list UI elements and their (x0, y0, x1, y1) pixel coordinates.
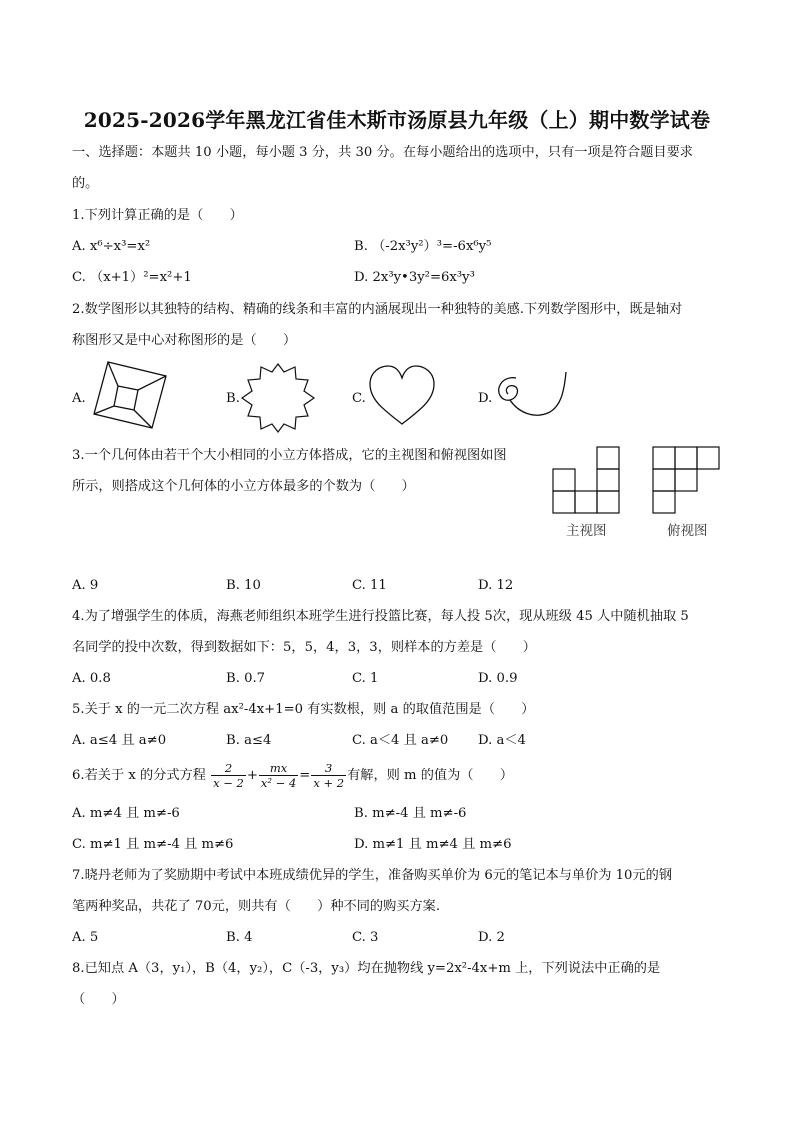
q6-fraction-2 (259, 761, 298, 790)
q4-stem-line1: 4.为了增强学生的体质，海燕老师组织本班学生进行投篮比赛，每人投 5次，现从班级 45 人中随机抽取 5 (72, 609, 689, 624)
q7-option-b: B. 4 (226, 930, 253, 945)
q8-stem-line1: 8.已知点 A（3，y₁），B（4，y₂），C（-3，y₃）均在抛物线 y=2x²-4x+m 上，下列说法中正确的是 (72, 961, 661, 976)
q7-option-a: A. 5 (72, 930, 99, 945)
q7-option-d: D. 2 (478, 930, 505, 945)
page-title: 2025-2026学年黑龙江省佳木斯市汤原县九年级（上）期中数学试卷 (83, 108, 711, 132)
q2-stem-line2: 称图形又是中心对称图形的是（ ） (72, 333, 297, 348)
heart-figure (366, 364, 438, 428)
pinwheel-square-figure (86, 360, 170, 430)
q6-option-d: D. m≠1 且 m≠4 且 m≠6 (354, 837, 512, 852)
q4-option-d: D. 0.9 (478, 671, 518, 686)
q1-option-b: B. （-2x³y²）³=-6x⁶y⁵ (354, 239, 492, 254)
q6-option-c: C. m≠1 且 m≠-4 且 m≠6 (72, 837, 234, 852)
q5-option-b: B. a≤4 (226, 733, 272, 748)
section-heading-line2: 的。 (72, 176, 99, 191)
q3-option-b: B. 10 (226, 578, 261, 593)
q6-f1-numerator: 2 (211, 761, 246, 776)
q2-option-d: D. (478, 391, 493, 406)
q7-stem-line1: 7.晓丹老师为了奖励期中考试中本班成绩优异的学生，准备购买单价为 6元的笔记本与单价为 10元的钢 (72, 868, 673, 883)
front-view-grid (552, 446, 622, 516)
q4-stem-line2: 名同学的投中次数，得到数据如下：5，5，4，3，3，则样本的方差是（ ） (72, 640, 536, 655)
q1-option-a: A. x⁶÷x³=x² (72, 239, 151, 254)
q2-stem-line1: 2.数学图形以其独特的结构、精确的线条和丰富的内涵展现出一种独特的美感.下列数学图形中，既是轴对 (72, 302, 683, 317)
q6-f2-denominator: x² − 4 (260, 776, 297, 790)
q7-option-c: C. 3 (352, 930, 379, 945)
q4-option-c: C. 1 (352, 671, 379, 686)
q2-option-a: A. (72, 391, 86, 406)
q5-stem: 5.关于 x 的一元二次方程 ax²-4x+1=0 有实数根，则 a 的取值范围是（ ） (72, 702, 535, 717)
q3-option-a: A. 9 (72, 578, 99, 593)
q4-option-a: A. 0.8 (72, 671, 111, 686)
q5-option-c: C. a＜4 且 a≠0 (352, 733, 449, 748)
q5-option-a: A. a≤4 且 a≠0 (72, 733, 167, 748)
q7-stem-line2: 笔两种奖品，共花了 70元，则共有（ ）种不同的购买方案. (72, 899, 441, 914)
q3-stem-line2: 所示，则搭成这个几何体的小立方体最多的个数为（ ） (72, 479, 415, 494)
q2-option-c: C. (352, 391, 366, 406)
q3-option-c: C. 11 (352, 578, 387, 593)
q1-option-d: D. 2x³y•3y²=6x³y³ (354, 270, 475, 285)
section-heading-line1: 一、选择题：本题共 10 小题，每小题 3 分，共 30 分。在每小题给出的选项中，只有一项是符合题目要求 (72, 145, 693, 160)
q6-suffix: 有解，则 m 的值为（ ） (347, 768, 514, 783)
top-view-caption: 俯视图 (667, 523, 708, 539)
q3-option-d: D. 12 (478, 578, 514, 593)
q8-stem-line2: （ ） (72, 992, 125, 1007)
q2-option-b: B. (226, 391, 240, 406)
q6-stem: 6.若关于 x 的分式方程 $\frac{2}{x - 2}$ + $\frac{mx}{\text{x² − 4}}$ = $\frac{3}{x + 2}$ 有解，则 m 的值为（ ） (72, 761, 514, 790)
q6-f3-numerator: 3 (311, 761, 346, 776)
spiral-figure (494, 368, 570, 422)
gear-star-figure (238, 360, 318, 436)
q5-option-d: D. a＜4 (478, 733, 526, 748)
q6-prefix: 6.若关于 x 的分式方程 (72, 768, 206, 783)
q1-stem: 1.下列计算正确的是（ ） (72, 208, 243, 223)
q1-option-c: C. （x+1）²=x²+1 (72, 270, 192, 285)
q6-fraction-1 (211, 761, 246, 790)
q6-option-a: A. m≠4 且 m≠-6 (72, 806, 180, 821)
q6-f2-numerator: mx (259, 761, 298, 776)
q3-stem-line1: 3.一个几何体由若干个大小相同的小立方体搭成，它的主视图和俯视图如图 (72, 448, 507, 463)
q4-option-b: B. 0.7 (226, 671, 266, 686)
q6-fraction-3 (311, 761, 346, 790)
q6-f3-denominator: x + 2 (313, 776, 345, 790)
q6-f1-denominator: x − 2 (213, 776, 244, 790)
q6-option-b: B. m≠-4 且 m≠-6 (354, 806, 467, 821)
front-view-caption: 主视图 (566, 523, 607, 539)
top-view-grid (652, 446, 722, 516)
